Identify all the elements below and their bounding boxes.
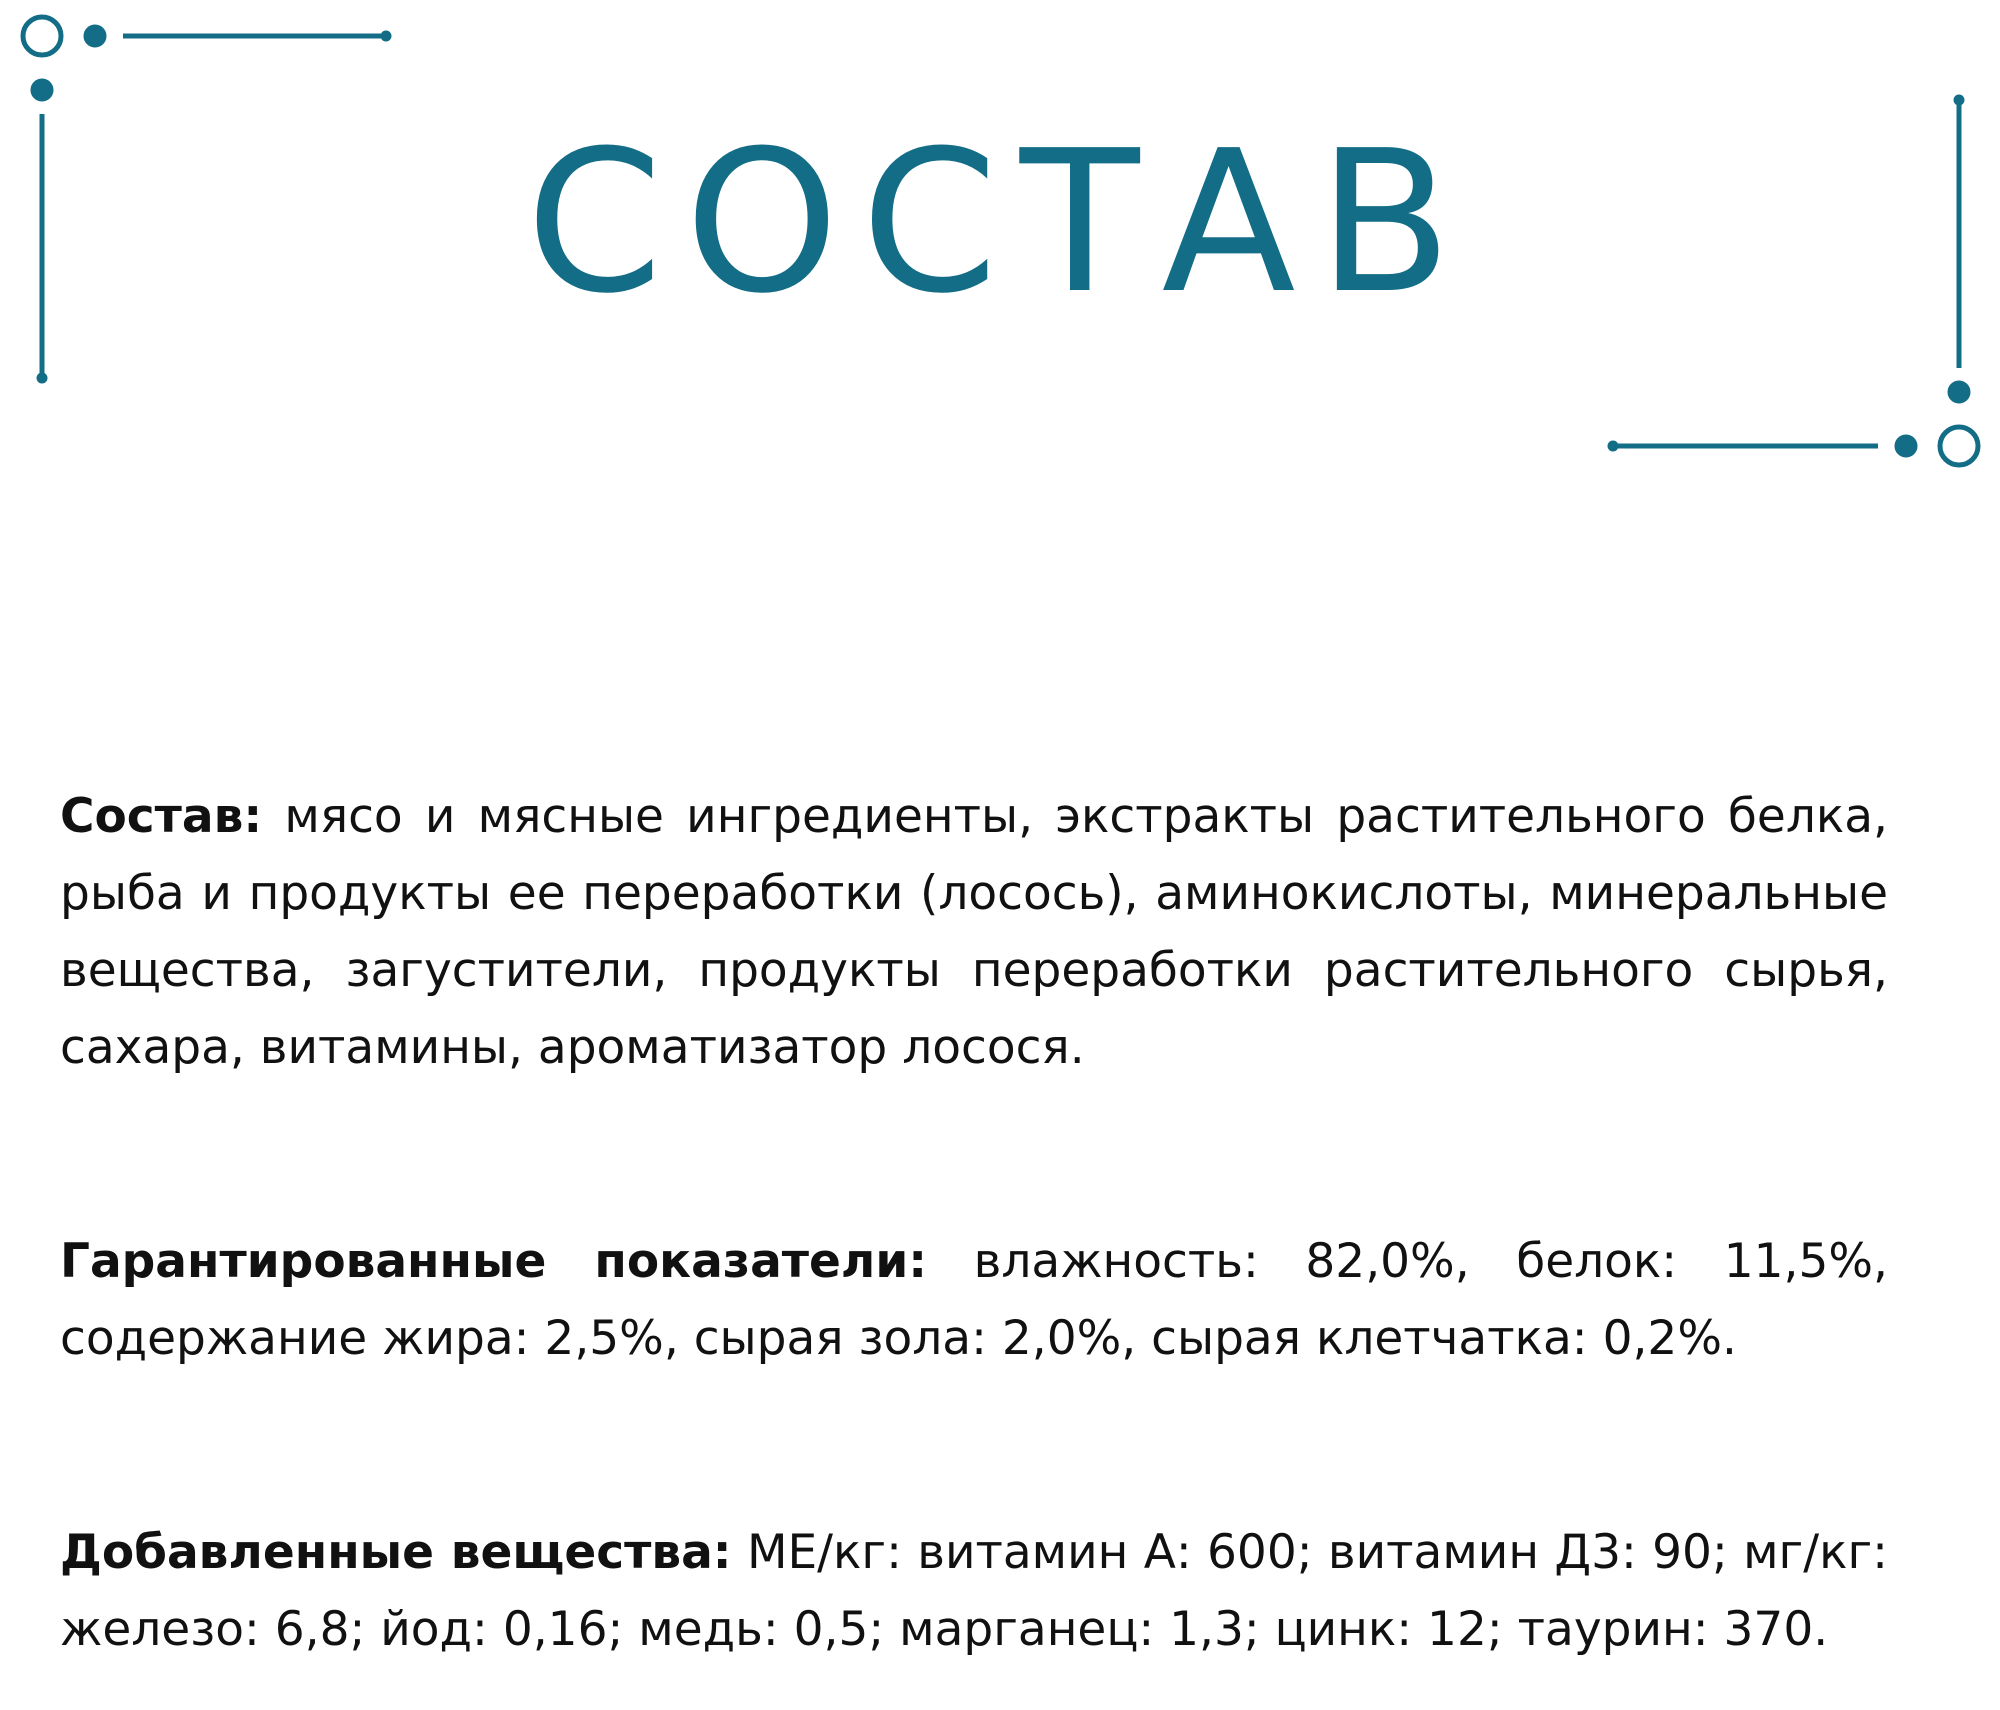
guaranteed-values-paragraph bbox=[60, 1223, 1888, 1377]
composition-label: Состав: bbox=[60, 789, 263, 844]
composition-text bbox=[60, 778, 1888, 1668]
guaranteed-values-value: влажность: 82,0%, белок: 11,5%, содержание жира: 2,5%, сырая зола: 2,0%, сырая клетчатка: 0,2%. bbox=[60, 1234, 1888, 1366]
composition-value: мясо и мясные ингредиенты, экстракты растительного белка, рыба и продукты ее переработки (лосось), аминокислоты, минеральные вещества, загустители, продукты переработки растительного сырья, сахара, витамины, ароматизатор лосося. bbox=[60, 789, 1888, 1075]
guaranteed-values-label: Гарантированные показатели: bbox=[60, 1234, 928, 1289]
page-title: СОСТАВ bbox=[525, 109, 1475, 337]
additives-paragraph bbox=[60, 1514, 1888, 1668]
additives-label: Добавленные вещества: bbox=[60, 1525, 732, 1580]
additives-value: МЕ/кг: витамин А: 600; витамин Д3: 90; мг/кг: железо: 6,8; йод: 0,16; медь: 0,5; марганец: 1,3; цинк: 12; таурин: 370. bbox=[60, 1525, 1889, 1657]
composition-paragraph bbox=[60, 778, 1888, 1086]
